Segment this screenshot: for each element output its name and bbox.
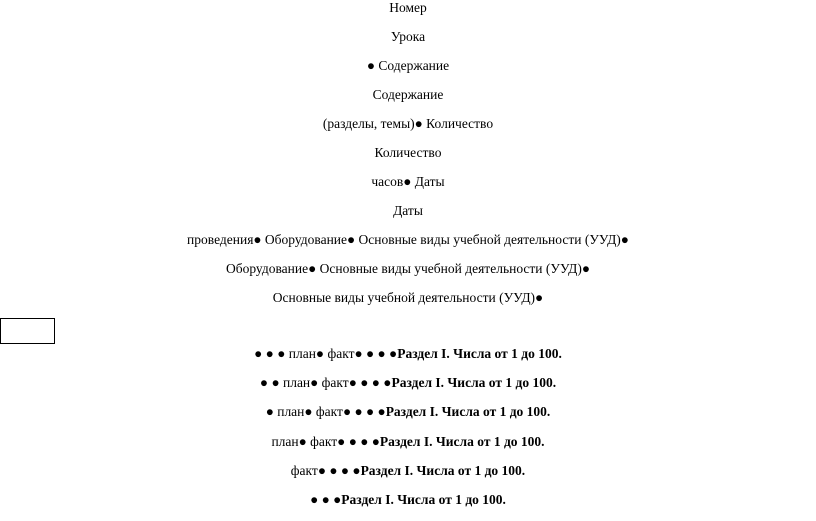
row-prefix: ● план● факт● ● ● ●: [265, 404, 386, 419]
row-section-title: Раздел I. Числа от 1 до 100.: [397, 346, 562, 361]
row-prefix: ● ● ●: [310, 492, 342, 507]
header-line-activities: Основные виды учебной деятельности (УУД)●: [272, 290, 544, 305]
header-line-hours-dates: часов● Даты: [371, 174, 445, 189]
row-prefix: план● факт● ● ● ●: [271, 434, 380, 449]
row-section-title: Раздел I. Числа от 1 до 100.: [360, 463, 526, 478]
table-row: [0, 346, 816, 362]
header-line-content-bullet: ● Содержание: [366, 58, 450, 73]
header-line-number: Номер: [389, 0, 427, 15]
header-line-content: Содержание: [372, 87, 444, 102]
table-row: [0, 492, 816, 508]
table-row: [0, 463, 816, 479]
header-line-equipment-activities: Оборудование● Основные виды учебной деятельности (УУД)●: [225, 261, 591, 276]
row-section-title: Раздел I. Числа от 1 до 100.: [385, 404, 551, 419]
table-row: [0, 404, 816, 420]
table-row: [0, 375, 816, 391]
header-line-sections-count: (разделы, темы)● Количество: [322, 116, 494, 131]
header-line-lesson: Урока: [390, 29, 426, 44]
header-line-conducting-equipment: проведения● Оборудование● Основные виды учебной деятельности (УУД)●: [187, 232, 629, 247]
empty-cell-box: [0, 318, 55, 344]
row-section-title: Раздел I. Числа от 1 до 100.: [341, 492, 506, 507]
row-prefix: ● ● ● план● факт● ● ● ●: [254, 346, 398, 361]
header-line-dates: Даты: [393, 203, 423, 218]
row-prefix: ● ● план● факт● ● ● ●: [259, 375, 392, 390]
row-prefix: факт● ● ● ●: [290, 463, 361, 478]
row-section-title: Раздел I. Числа от 1 до 100.: [391, 375, 557, 390]
header-line-count: Количество: [374, 145, 442, 160]
table-row: [0, 434, 816, 450]
row-section-title: Раздел I. Числа от 1 до 100.: [379, 434, 545, 449]
